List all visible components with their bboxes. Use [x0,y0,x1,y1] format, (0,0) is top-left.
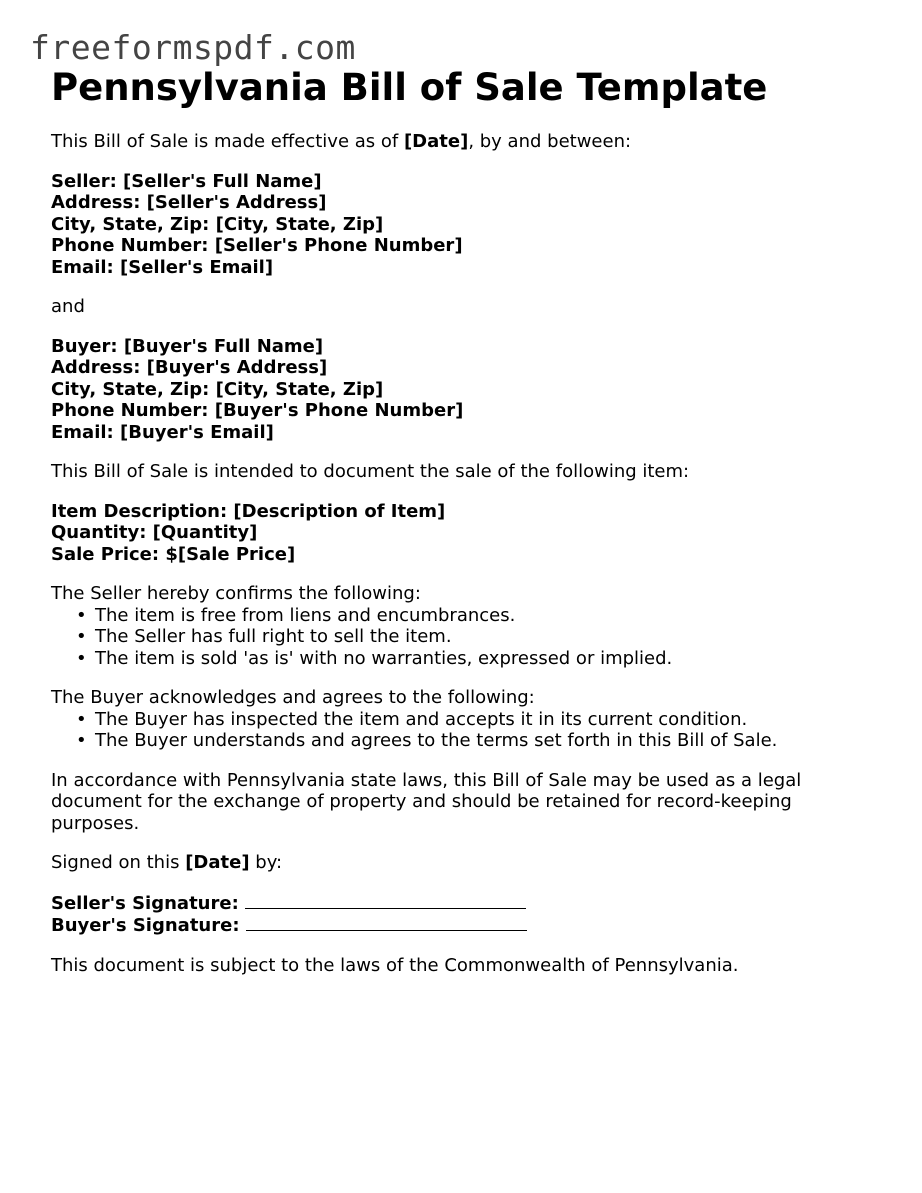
signed-text: Signed on this [51,852,186,873]
list-item [76,604,871,627]
list-item [76,730,871,752]
seller-city: City, State, Zip: [City, State, Zip] [51,213,384,235]
buyer-signature-line[interactable] [246,914,527,931]
list-item-text: The item is free from liens and encumbrances. [95,604,516,626]
intro-text-end: , by and between: [468,131,632,152]
legal-line: In accordance with Pennsylvania state laws, this Bill of Sale may be used as a legal [51,769,802,791]
list-item [76,647,871,670]
buyer-name: Buyer: [Buyer's Full Name] [51,335,324,357]
intro-text: This Bill of Sale is made effective as of [51,131,404,152]
seller-signature-row [51,892,871,915]
list-item-text: The item is sold 'as is' with no warranties, expressed or implied. [95,647,673,669]
item-price: Sale Price: $[Sale Price] [51,543,296,565]
seller-email: Email: [Seller's Email] [51,256,274,278]
buyer-signature-label: Buyer's Signature: [51,915,246,936]
signed-paragraph [51,852,871,874]
buyer-acknowledges-paragraph: The Buyer acknowledges and agrees to the following: [51,687,535,708]
signed-date-placeholder: [Date] [185,852,250,873]
intro-paragraph [51,131,871,153]
list-item [76,708,871,731]
watermark: freeformspdf.com [30,28,356,67]
and-text: and [51,296,85,317]
seller-name: Seller: [Seller's Full Name] [51,170,322,192]
legal-paragraph [51,770,871,835]
closing-paragraph: This document is subject to the laws of the Commonwealth of Pennsylvania. [51,954,739,976]
intro-date-placeholder: [Date] [403,131,469,152]
document-body [51,64,871,976]
bullet-icon: • [76,604,87,626]
seller-signature-line[interactable] [245,892,526,909]
document-title: Pennsylvania Bill of Sale Template [51,66,768,109]
bullet-icon: • [76,647,87,669]
buyer-phone: Phone Number: [Buyer's Phone Number] [51,400,464,421]
item-details [51,501,871,566]
buyer-city: City, State, Zip: [City, State, Zip] [51,378,384,400]
legal-line: document for the exchange of property and should be retained for record-keeping [51,791,792,812]
list-item-text: The Buyer understands and agrees to the terms set forth in this Bill of Sale. [95,730,778,751]
buyer-details [51,336,871,444]
bullet-icon: • [76,730,87,751]
bullet-icon: • [76,708,87,730]
seller-address: Address: [Seller's Address] [51,192,327,213]
list-item [76,626,871,648]
intended-paragraph: This Bill of Sale is intended to document the sale of the following item: [51,461,690,482]
signed-text-end: by: [249,852,283,873]
list-item-text: The Seller has full right to sell the item. [95,626,452,647]
item-description: Item Description: [Description of Item] [51,500,446,522]
buyer-address: Address: [Buyer's Address] [51,357,328,378]
bullet-icon: • [76,626,87,647]
seller-phone: Phone Number: [Seller's Phone Number] [51,235,463,256]
buyer-points-list [51,709,871,752]
buyer-email: Email: [Buyer's Email] [51,421,274,443]
list-item-text: The Buyer has inspected the item and accepts it in its current condition. [95,708,748,730]
legal-line: purposes. [51,812,140,834]
seller-signature-label: Seller's Signature: [51,892,246,914]
seller-points-list [51,605,871,670]
buyer-signature-row [51,914,871,937]
item-quantity: Quantity: [Quantity] [51,522,258,543]
seller-details [51,171,871,279]
seller-confirms-paragraph: The Seller hereby confirms the following: [51,583,421,604]
signature-block [51,892,871,937]
